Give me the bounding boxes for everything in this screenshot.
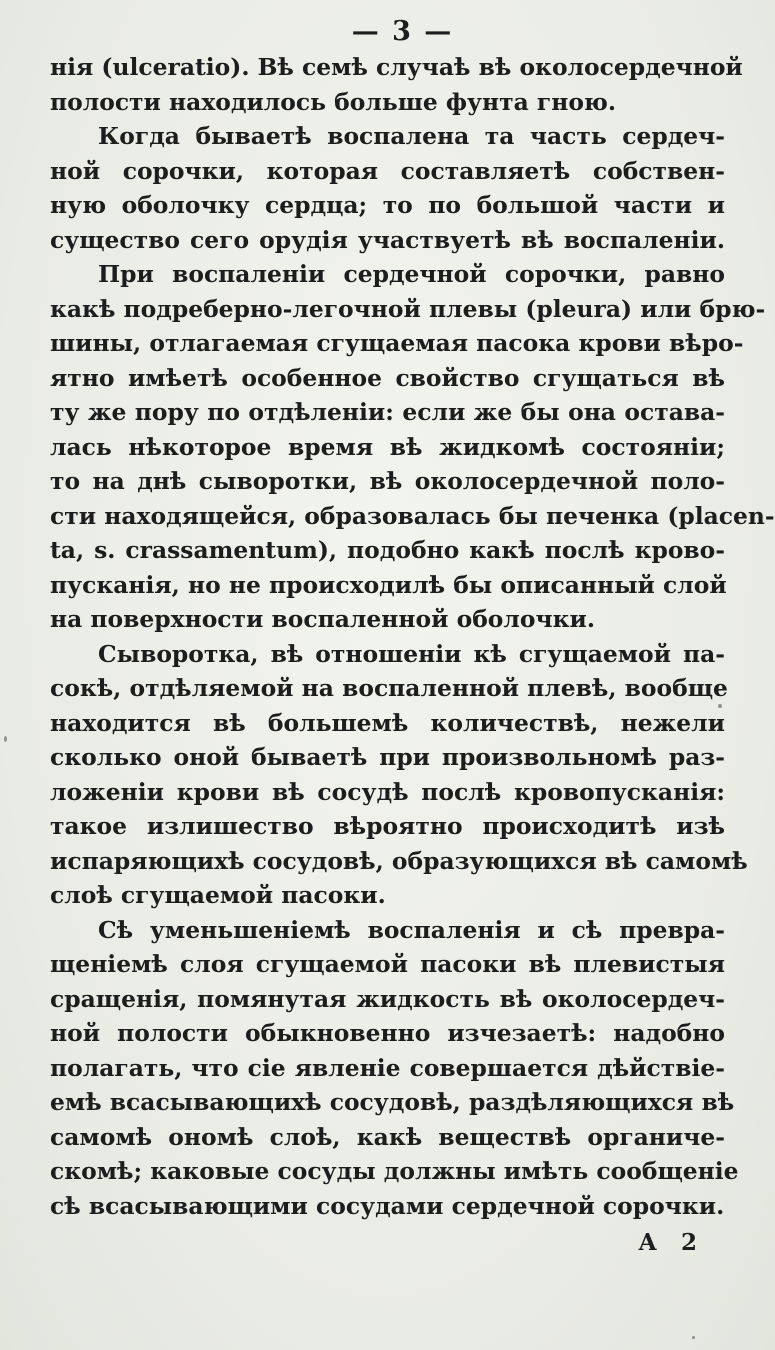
text-line: ную оболочку сердца; то по большой части и [50, 191, 725, 219]
text-line: на поверхности воспаленной оболочки. [50, 605, 596, 633]
text-line: слоѣ сгущаемой пасоки. [50, 881, 386, 909]
paragraph [50, 119, 725, 257]
text-line: какѣ подреберно-легочной плевы (pleura) или брю- [50, 294, 766, 323]
text-line: ной полости обыкновенно изчезаетѣ: надобно [50, 1019, 725, 1047]
text-line: скомѣ; каковые сосуды должны имѣть сообщеніе [50, 1157, 739, 1185]
text-line: Сѣ уменьшеніемѣ воспаленія и сѣ превра- [98, 915, 725, 944]
text-line: Сыворотка, вѣ отношеніи кѣ сгущаемой па- [98, 639, 725, 668]
text-line: сколько оной бываетѣ при произвольномѣ раз- [50, 743, 725, 771]
text-line: полагать, что сіе явленіе совершается дѣйствiе- [50, 1053, 725, 1082]
text-line: сти находящейся, образовалась бы печенка (placen- [50, 501, 775, 530]
text-line: нія (ulceratio). Вѣ семѣ случаѣ вѣ околосердечной [50, 53, 743, 81]
paragraph [50, 257, 775, 637]
text-line: испаряющихѣ сосудовѣ, образующихся вѣ самомѣ [50, 846, 748, 875]
ink-speck [718, 704, 722, 708]
text-line: ной сорочки, которая составляетѣ собствен- [50, 156, 725, 185]
text-line: Когда бываетѣ воспалена та часть сердеч- [98, 122, 725, 150]
text-line: щеніемѣ слоя сгущаемой пасоки вѣ плевистыя [50, 950, 725, 978]
text-line: ту же пору по отдѣленіи: если же бы она оставa- [50, 398, 725, 426]
text-line: сѣ всасывающими сосудами сердечной сорочки. [50, 1191, 725, 1220]
paragraph [50, 50, 743, 119]
paragraph [50, 913, 739, 1224]
text-line: существо сего орудія участвуетѣ вѣ воспаленіи. [50, 225, 725, 254]
body-text [50, 50, 775, 1223]
text-line: ятно имѣетѣ особенное свойство сгущаться вѣ [50, 363, 725, 392]
text-line: то на днѣ сыворотки, вѣ околосердечной поло- [50, 467, 725, 495]
text-line: лась нѣкоторое время вѣ жидкомѣ состояніи; [50, 432, 725, 461]
text-line: шины, отлагаемая сгущаемая пасока крови вѣро- [50, 329, 744, 357]
text-line: сращенія, помянутая жидкость вѣ околосердеч- [50, 984, 725, 1013]
text-line: емѣ всасывающихѣ сосудовѣ, раздѣляющихся вѣ [50, 1088, 735, 1116]
text-line: ta, s. crassamentum), подобно какѣ послѣ крово- [50, 536, 725, 564]
text-line: самомѣ ономѣ слоѣ, какѣ веществѣ органиче- [50, 1122, 725, 1151]
text-line: ложеніи крови вѣ сосудѣ послѣ кровопусканія: [50, 777, 725, 806]
paragraph [50, 637, 748, 913]
text-line: сокѣ, отдѣляемой на воспаленной плевѣ, вообще [50, 674, 728, 702]
text-line: пусканія, но не происходилѣ бы описанный слой [50, 570, 727, 599]
signature-mark: А 2 [638, 1229, 705, 1256]
text-line: полости находилось больше фунта гною. [50, 87, 617, 116]
ink-speck [692, 1336, 695, 1339]
text-line: При воспаленіи сердечной сорочки, равно [98, 260, 725, 288]
text-line: такое излишество вѣроятно происходитѣ изѣ [50, 812, 725, 840]
text-line: находится вѣ большемѣ количествѣ, нежели [50, 708, 725, 737]
ink-speck [4, 736, 7, 742]
page-number: — 3 — [351, 16, 454, 47]
